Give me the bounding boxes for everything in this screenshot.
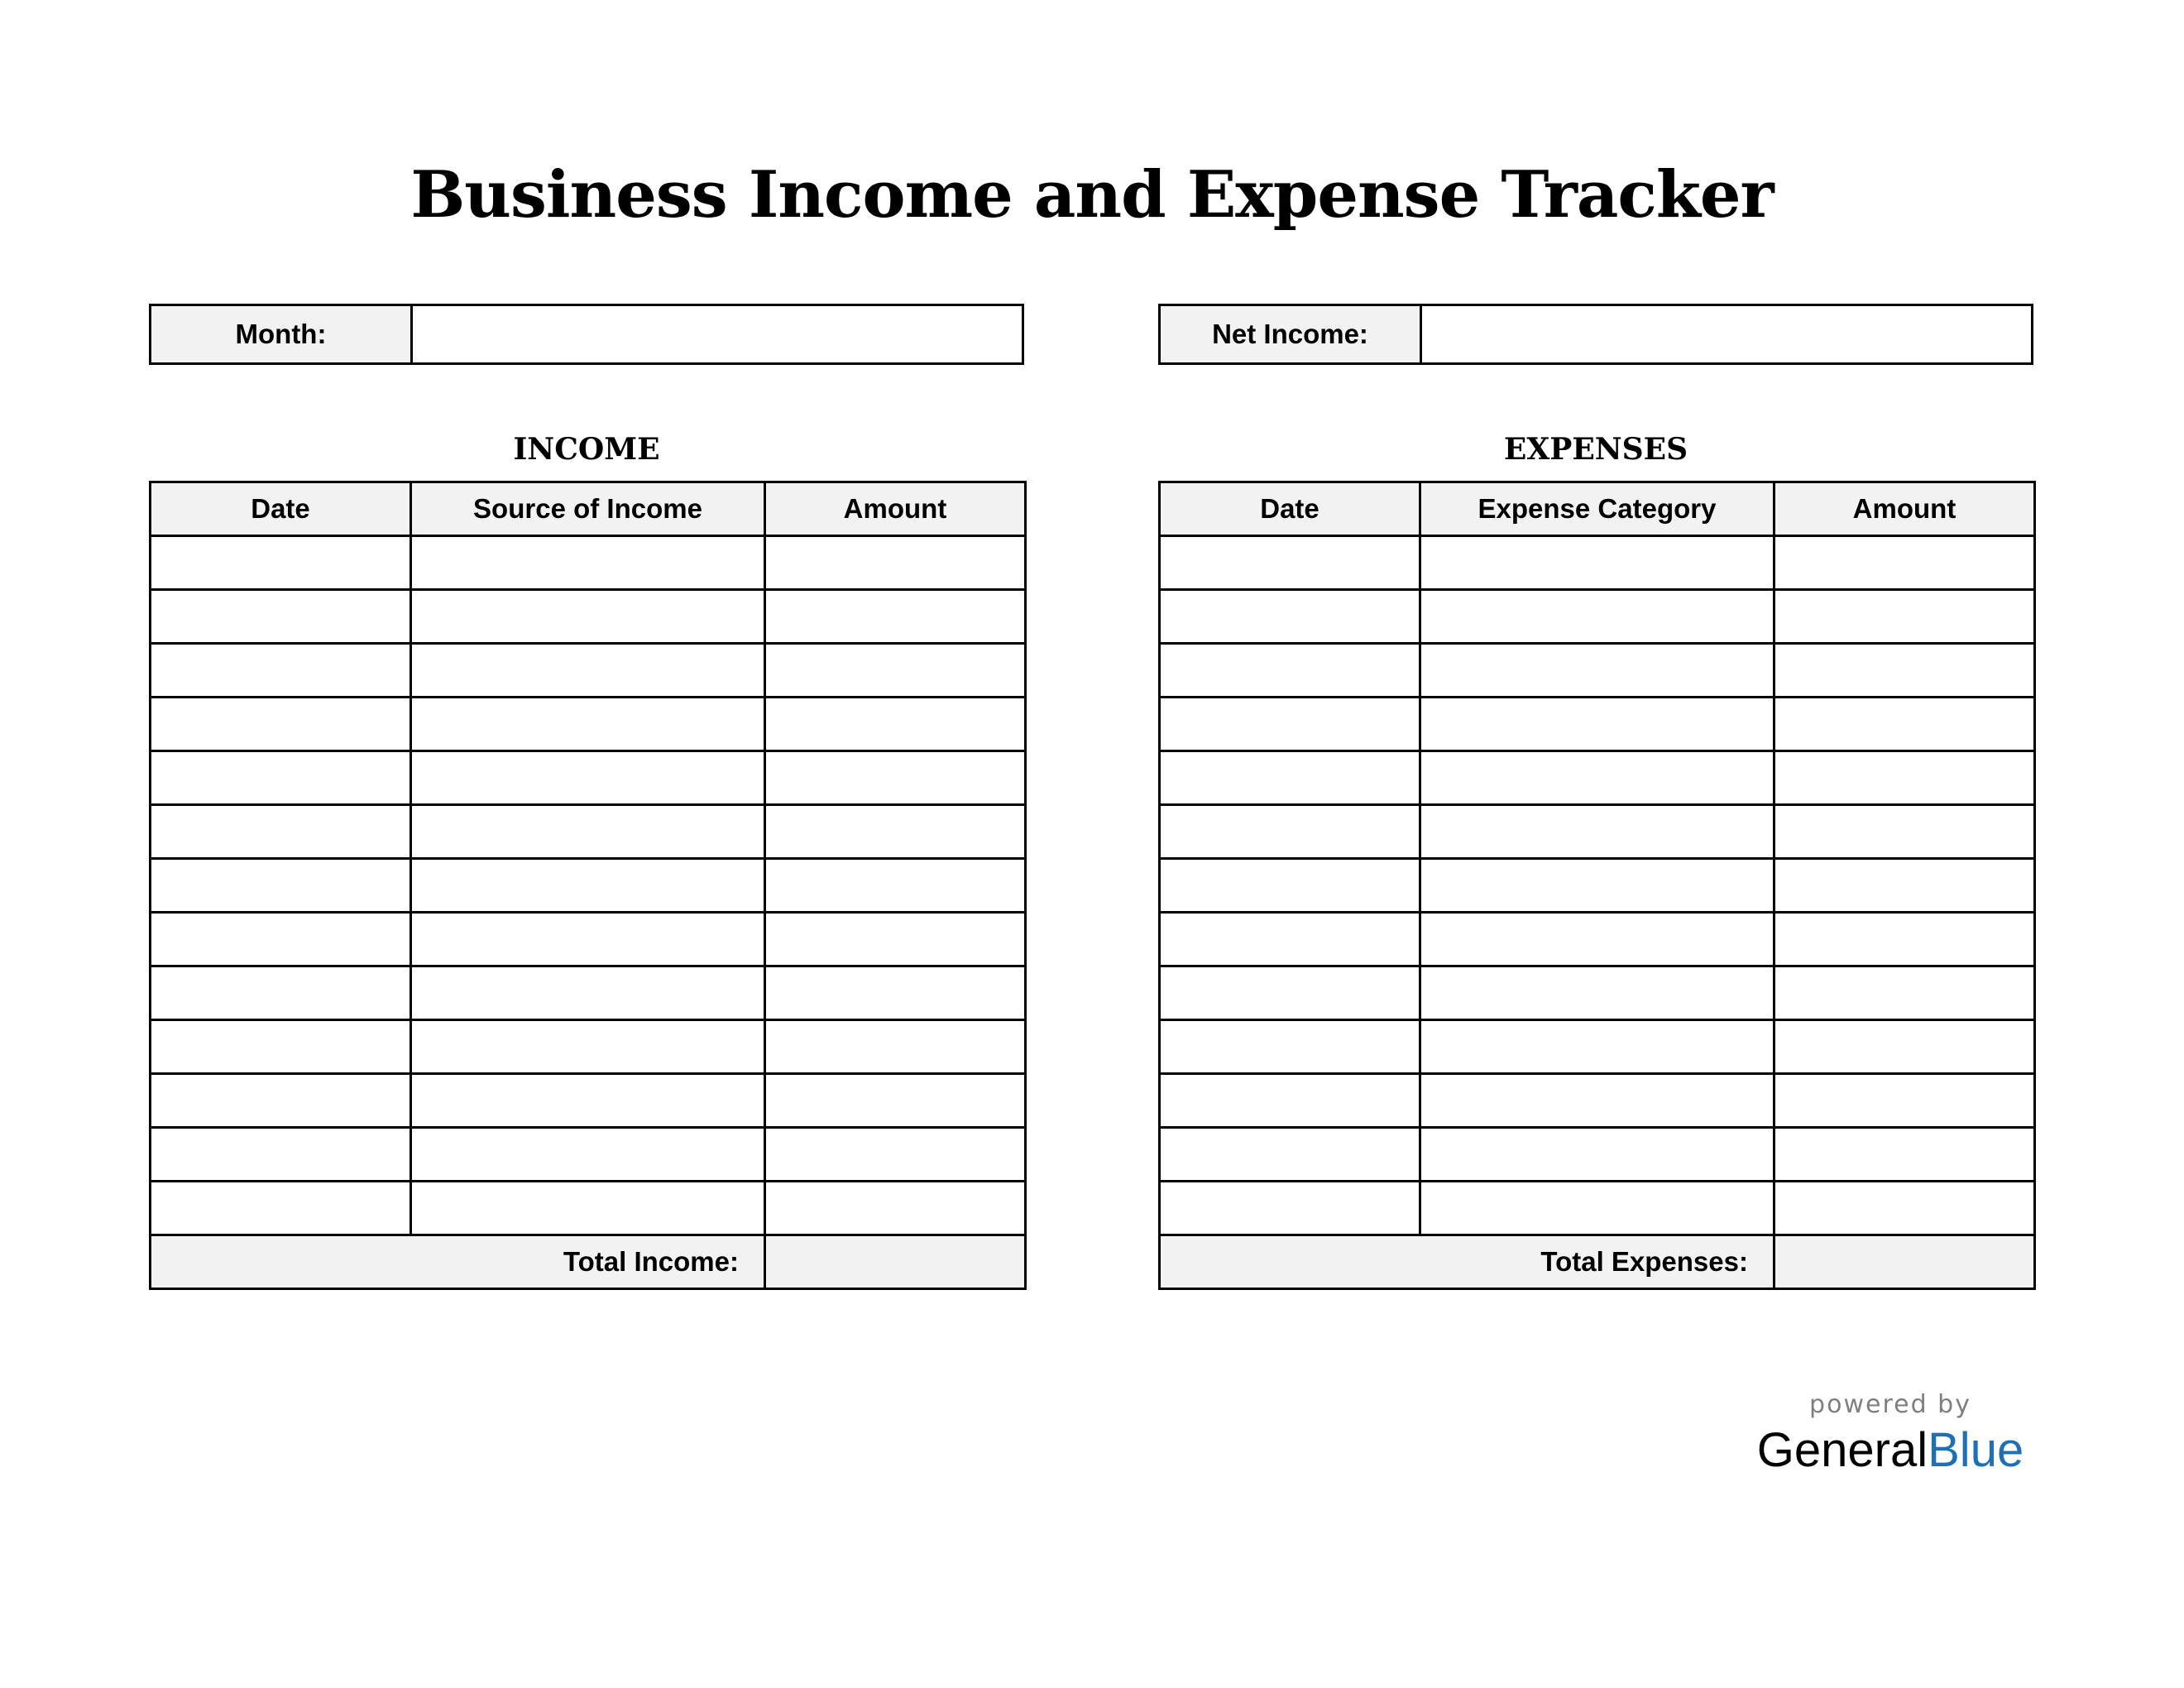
- expenses-header-category: Expense Category: [1420, 482, 1774, 536]
- expenses-cell-amount[interactable]: [1774, 751, 2035, 805]
- expenses-cell-category[interactable]: [1420, 590, 1774, 644]
- expenses-header-row: [1160, 482, 2035, 536]
- expenses-row: [1160, 1128, 2035, 1182]
- expenses-cell-date[interactable]: [1160, 805, 1420, 859]
- expenses-row: [1160, 644, 2035, 698]
- income-table: [149, 481, 1027, 1290]
- income-cell-amount[interactable]: [765, 590, 1026, 644]
- expenses-cell-category[interactable]: [1420, 1182, 1774, 1235]
- expenses-cell-date[interactable]: [1160, 966, 1420, 1020]
- income-cell-amount[interactable]: [765, 1128, 1026, 1182]
- expenses-cell-amount[interactable]: [1774, 1182, 2035, 1235]
- income-cell-amount[interactable]: [765, 536, 1026, 590]
- expenses-row: [1160, 590, 2035, 644]
- generalblue-logo: [1754, 1390, 2027, 1478]
- income-cell-date[interactable]: [151, 1074, 411, 1128]
- income-row: [151, 1074, 1026, 1128]
- income-cell-source[interactable]: [411, 1182, 765, 1235]
- income-cell-source[interactable]: [411, 1020, 765, 1074]
- expenses-cell-amount[interactable]: [1774, 966, 2035, 1020]
- income-cell-date[interactable]: [151, 644, 411, 698]
- total-income-value[interactable]: [765, 1235, 1026, 1289]
- brand-name: [1754, 1422, 2027, 1478]
- expenses-row: [1160, 805, 2035, 859]
- expenses-cell-amount[interactable]: [1774, 536, 2035, 590]
- expenses-cell-category[interactable]: [1420, 698, 1774, 751]
- expenses-cell-amount[interactable]: [1774, 859, 2035, 913]
- income-cell-source[interactable]: [411, 698, 765, 751]
- total-income-label: Total Income:: [151, 1235, 765, 1289]
- expenses-row: [1160, 1182, 2035, 1235]
- expenses-row: [1160, 913, 2035, 966]
- income-row: [151, 1182, 1026, 1235]
- income-cell-date[interactable]: [151, 966, 411, 1020]
- powered-by-text: powered by: [1809, 1390, 1971, 1419]
- expenses-cell-date[interactable]: [1160, 913, 1420, 966]
- income-cell-date[interactable]: [151, 805, 411, 859]
- income-cell-amount[interactable]: [765, 644, 1026, 698]
- expenses-cell-category[interactable]: [1420, 966, 1774, 1020]
- expenses-row: [1160, 1074, 2035, 1128]
- income-cell-source[interactable]: [411, 966, 765, 1020]
- income-cell-date[interactable]: [151, 698, 411, 751]
- expenses-header-date: Date: [1160, 482, 1420, 536]
- income-row: [151, 590, 1026, 644]
- month-label: Month:: [151, 306, 413, 362]
- income-section-title: INCOME: [513, 432, 660, 467]
- brand-name-blue: Blue: [1928, 1423, 2024, 1477]
- expenses-cell-date[interactable]: [1160, 751, 1420, 805]
- expenses-row: [1160, 966, 2035, 1020]
- expenses-total-row: [1160, 1235, 2035, 1289]
- expenses-cell-date[interactable]: [1160, 536, 1420, 590]
- expenses-cell-amount[interactable]: [1774, 1074, 2035, 1128]
- expenses-table: [1158, 481, 2036, 1290]
- income-cell-source[interactable]: [411, 1074, 765, 1128]
- income-cell-source[interactable]: [411, 1128, 765, 1182]
- income-row: [151, 805, 1026, 859]
- income-cell-source[interactable]: [411, 859, 765, 913]
- income-cell-date[interactable]: [151, 1182, 411, 1235]
- income-header-source: Source of Income: [411, 482, 765, 536]
- expenses-row: [1160, 859, 2035, 913]
- income-cell-amount[interactable]: [765, 913, 1026, 966]
- income-cell-source[interactable]: [411, 913, 765, 966]
- expenses-cell-amount[interactable]: [1774, 644, 2035, 698]
- income-cell-date[interactable]: [151, 913, 411, 966]
- expenses-row: [1160, 1020, 2035, 1074]
- income-cell-source[interactable]: [411, 751, 765, 805]
- page-title: Business Income and Expense Tracker: [410, 157, 1774, 233]
- income-row: [151, 644, 1026, 698]
- income-cell-amount[interactable]: [765, 698, 1026, 751]
- expenses-cell-category[interactable]: [1420, 1020, 1774, 1074]
- income-header-amount: Amount: [765, 482, 1026, 536]
- income-row: [151, 966, 1026, 1020]
- expenses-cell-amount[interactable]: [1774, 805, 2035, 859]
- expenses-cell-date[interactable]: [1160, 644, 1420, 698]
- income-cell-source[interactable]: [411, 644, 765, 698]
- brand-name-general: General: [1756, 1423, 1928, 1477]
- expenses-cell-category[interactable]: [1420, 536, 1774, 590]
- income-cell-amount[interactable]: [765, 1020, 1026, 1074]
- expenses-cell-date[interactable]: [1160, 1128, 1420, 1182]
- income-row: [151, 698, 1026, 751]
- income-row: [151, 913, 1026, 966]
- income-cell-date[interactable]: [151, 859, 411, 913]
- income-row: [151, 536, 1026, 590]
- expenses-cell-date[interactable]: [1160, 1182, 1420, 1235]
- income-cell-source[interactable]: [411, 590, 765, 644]
- month-field: [149, 304, 1024, 365]
- income-cell-date[interactable]: [151, 751, 411, 805]
- expenses-cell-amount[interactable]: [1774, 913, 2035, 966]
- income-row: [151, 1128, 1026, 1182]
- month-input[interactable]: [413, 306, 1022, 362]
- expenses-section-title: EXPENSES: [1503, 432, 1688, 467]
- expenses-cell-category[interactable]: [1420, 805, 1774, 859]
- income-row: [151, 751, 1026, 805]
- expenses-row: [1160, 698, 2035, 751]
- expenses-cell-category[interactable]: [1420, 859, 1774, 913]
- income-row: [151, 1020, 1026, 1074]
- expenses-cell-amount[interactable]: [1774, 1128, 2035, 1182]
- expenses-cell-category[interactable]: [1420, 644, 1774, 698]
- income-cell-source[interactable]: [411, 536, 765, 590]
- income-cell-date[interactable]: [151, 590, 411, 644]
- expenses-cell-date[interactable]: [1160, 1074, 1420, 1128]
- income-cell-source[interactable]: [411, 805, 765, 859]
- expenses-header-amount: Amount: [1774, 482, 2035, 536]
- expenses-cell-category[interactable]: [1420, 751, 1774, 805]
- net-income-input[interactable]: [1422, 306, 2031, 362]
- income-cell-amount[interactable]: [765, 1182, 1026, 1235]
- expenses-cell-amount[interactable]: [1774, 1020, 2035, 1074]
- income-cell-amount[interactable]: [765, 1074, 1026, 1128]
- income-total-row: [151, 1235, 1026, 1289]
- expenses-cell-date[interactable]: [1160, 590, 1420, 644]
- net-income-label: Net Income:: [1161, 306, 1422, 362]
- expenses-cell-amount[interactable]: [1774, 590, 2035, 644]
- expenses-cell-date[interactable]: [1160, 859, 1420, 913]
- income-cell-date[interactable]: [151, 536, 411, 590]
- expenses-row: [1160, 751, 2035, 805]
- expenses-cell-category[interactable]: [1420, 1074, 1774, 1128]
- expenses-cell-category[interactable]: [1420, 913, 1774, 966]
- income-cell-amount[interactable]: [765, 966, 1026, 1020]
- income-row: [151, 859, 1026, 913]
- total-expenses-label: Total Expenses:: [1160, 1235, 1774, 1289]
- income-cell-amount[interactable]: [765, 859, 1026, 913]
- income-cell-amount[interactable]: [765, 805, 1026, 859]
- income-header-date: Date: [151, 482, 411, 536]
- income-cell-date[interactable]: [151, 1128, 411, 1182]
- expenses-row: [1160, 536, 2035, 590]
- income-cell-date[interactable]: [151, 1020, 411, 1074]
- expenses-cell-date[interactable]: [1160, 698, 1420, 751]
- total-expenses-value[interactable]: [1774, 1235, 2035, 1289]
- expenses-cell-amount[interactable]: [1774, 698, 2035, 751]
- expenses-cell-category[interactable]: [1420, 1128, 1774, 1182]
- income-cell-amount[interactable]: [765, 751, 1026, 805]
- expenses-cell-date[interactable]: [1160, 1020, 1420, 1074]
- net-income-field: [1158, 304, 2033, 365]
- income-header-row: [151, 482, 1026, 536]
